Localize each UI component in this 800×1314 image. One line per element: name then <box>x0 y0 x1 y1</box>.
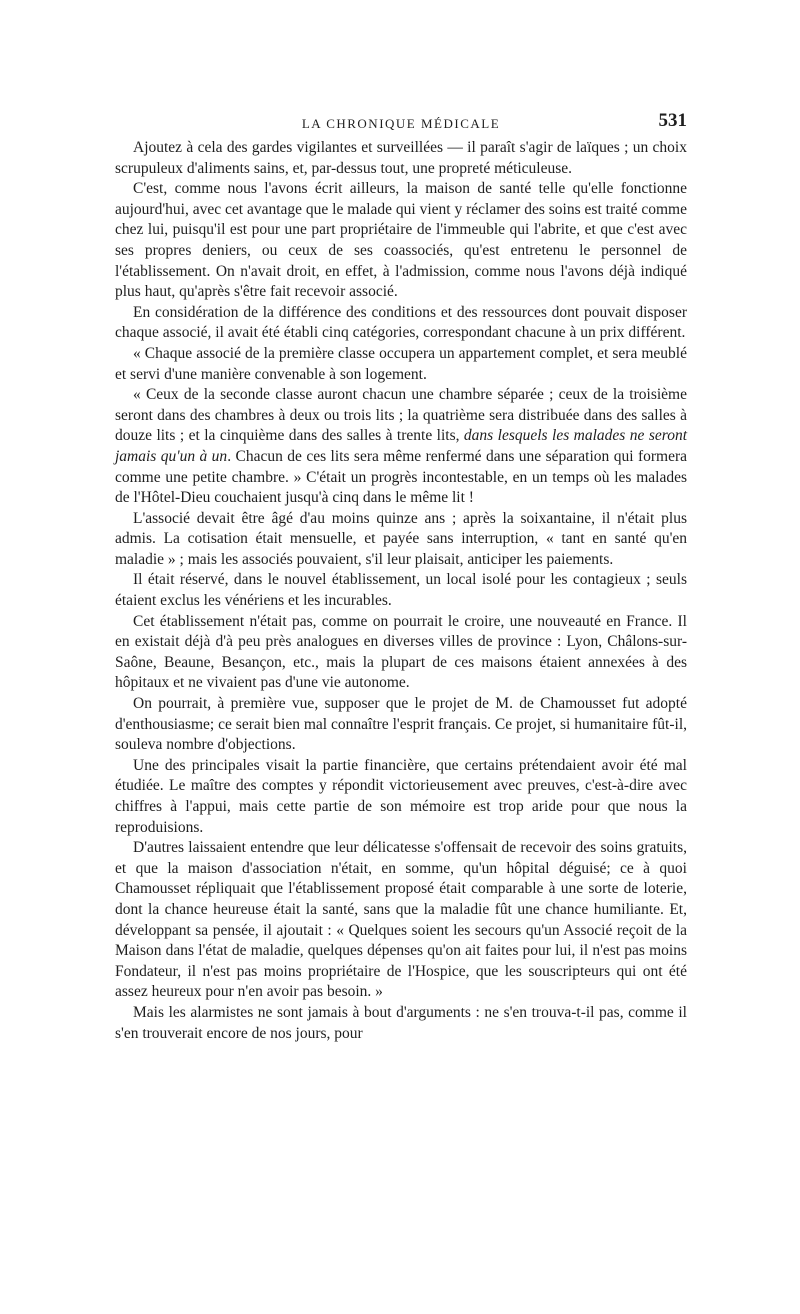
body-text <box>115 138 687 1044</box>
paragraph <box>115 385 687 509</box>
paragraph: C'est, comme nous l'avons écrit ailleurs, la maison de santé telle qu'elle fonctionne aujourd'hui, avec cet avantage que le malade qui vient y réclamer des soins est traité comme chez lui, puisqu'il est pour une part propriétaire de l'immeuble qui l'abrite, et que c'est avec ses propres deniers, ou ceux de ses coassociés, qu'est entretenu le personnel de l'établissement. On n'avait droit, en effet, à l'admission, comme nous l'avons déjà indiqué plus haut, qu'après s'être fait recevoir associé. <box>115 180 687 301</box>
running-head: LA CHRONIQUE MÉDICALE <box>301 116 501 131</box>
paragraph: Une des principales visait la partie financière, que certains prétendaient avoir été mal étudiée. Le maître des comptes y répondit victorieusement avec preuves, c'est-à-dire avec chiffres à l'appui, mais cette partie de son mémoire est trop aride pour que nous la reproduisions. <box>115 756 687 836</box>
paragraph-text: . Chacun de ces lits sera même renfermé dans une séparation qui formera comme une petite chambre. » C'était un progrès incontestable, en un temps où les malades de l'Hôtel-Dieu couchaient jusqu'à cinq dans le même lit ! <box>115 447 687 507</box>
italic-phrase: dans lesquels les malades ne seront jamais qu'un à un <box>115 427 687 465</box>
book-page <box>115 108 687 1044</box>
paragraph: « Chaque associé de la première classe occupera un appartement complet, et sera meublé et servi d'une manière convenable à son logement. <box>115 344 687 383</box>
paragraph: Mais les alarmistes ne sont jamais à bout d'arguments : ne s'en trouva-t-il pas, comme il s'en trouverait encore de nos jours, pour <box>115 1003 687 1042</box>
paragraph: On pourrait, à première vue, supposer que le projet de M. de Chamousset fut adopté d'enthousiasme; ce serait bien mal connaître l'esprit français. Ce projet, si humanitaire fût-il, souleva nombre d'objections. <box>115 695 687 754</box>
paragraph: En considération de la différence des conditions et des ressources dont pouvait disposer chaque associé, il avait été établi cinq catégories, correspondant chacune à un prix différent. <box>115 303 687 342</box>
paragraph: L'associé devait être âgé d'au moins quinze ans ; après la soixantaine, il n'était plus admis. La cotisation était mensuelle, et payée sans interruption, « tant en santé qu'en maladie » ; mais les associés pouvaient, s'il leur plaisait, anticiper les paiements. <box>115 509 687 568</box>
page-number: 531 <box>658 110 687 131</box>
paragraph: Ajoutez à cela des gardes vigilantes et surveillées — il paraît s'agir de laïques ; un choix scrupuleux d'aliments sains, et, par-dessus tout, une propreté méticuleuse. <box>115 139 687 177</box>
page-header <box>115 108 687 138</box>
paragraph-text: « Ceux de la seconde classe auront chacun une chambre séparée ; ceux de la troisième seront dans des chambres à deux ou trois lits ; la quatrième sera distribuée dans des salles à douze lits ; et la cinquième dans des salles à trente lits, <box>115 386 687 445</box>
paragraph: D'autres laissaient entendre que leur délicatesse s'offensait de recevoir des soins gratuits, et que la maison d'association n'était, en somme, qu'un hôpital déguisé; ce à quoi Chamousset répliquait que l'établissement proposé était comparable à une sorte de loterie, dont la chance heureuse était la santé, sans que la maladie fût une chance humiliante. Et, développant sa pensée, il ajoutait : « Quelques soient les secours qu'un Associé reçoit de la Maison dans l'état de maladie, quelques dépenses qu'on ait faites pour lui, il n'est pas moins Fondateur, il n'est pas moins propriétaire de l'Hospice, que les souscripteurs qui ont été assez heureux pour n'en avoir pas besoin. » <box>115 839 687 1001</box>
paragraph: Il était réservé, dans le nouvel établissement, un local isolé pour les contagieux ; seuls étaient exclus les vénériens et les incurables. <box>115 571 687 610</box>
paragraph: Cet établissement n'était pas, comme on pourrait le croire, une nouveauté en France. Il en existait déjà d'à peu près analogues en diverses villes de province : Lyon, Châlons-sur-Saône, Beaune, Besançon, etc., mais la plupart de ces maisons étaient annexées à des hôpitaux et ne vivaient pas d'une vie autonome. <box>115 612 687 692</box>
